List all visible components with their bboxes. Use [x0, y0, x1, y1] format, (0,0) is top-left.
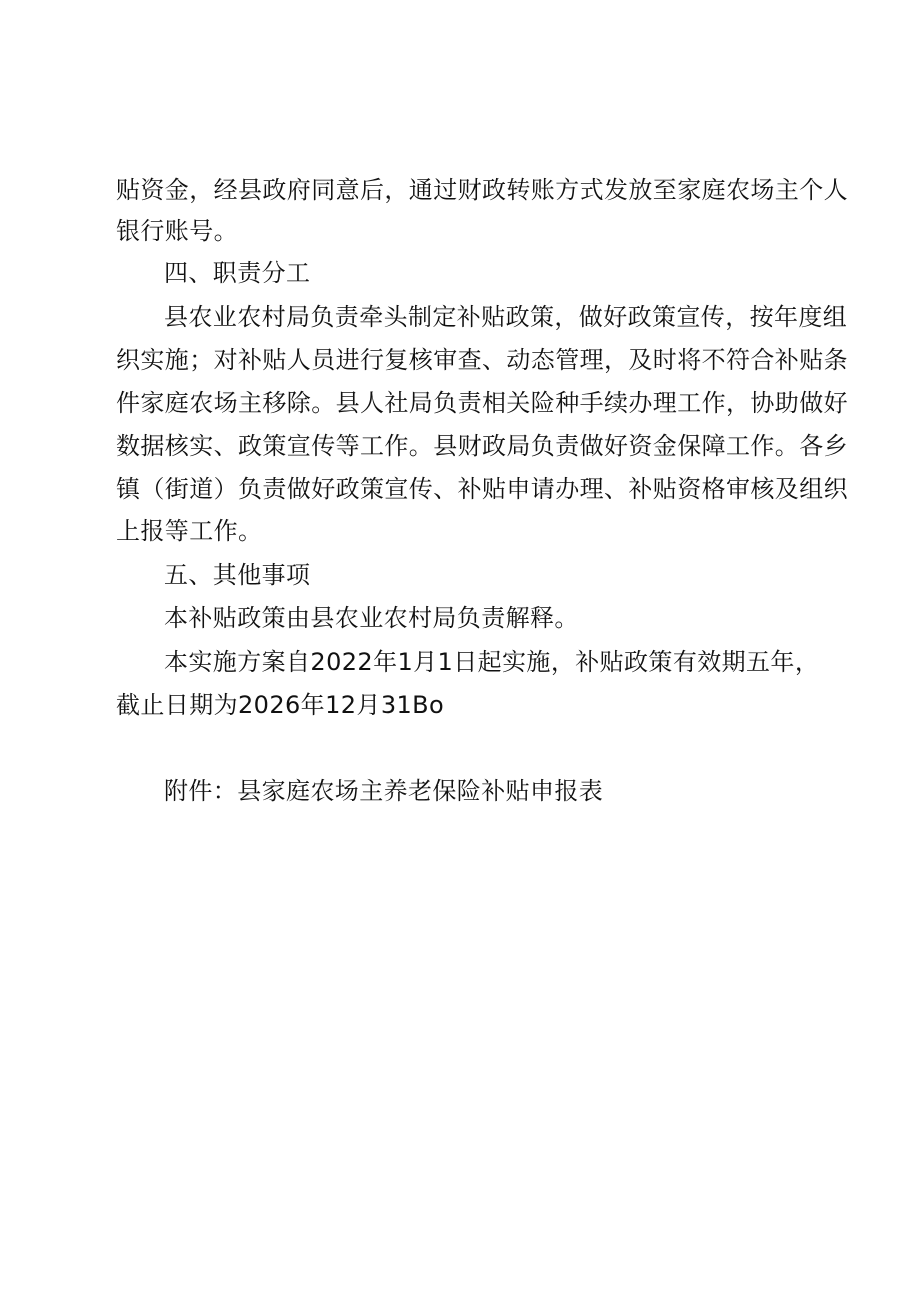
body-text-line: 镇（街道）负责做好政策宣传、补贴申请办理、补贴资格审核及组织 — [116, 475, 848, 503]
body-text-line: 本补贴政策由县农业农村局负责解释。 — [164, 604, 579, 632]
body-text-line: 贴资金，经县政府同意后，通过财政转账方式发放至家庭农场主个人 — [116, 176, 848, 204]
section-heading-other-matters: 五、其他事项 — [164, 561, 311, 589]
body-text-line: 截止日期为2026年12月31Bo — [116, 691, 445, 719]
body-text-line: 银行账号。 — [116, 217, 238, 245]
attachment-line: 附件：县家庭农场主养老保险补贴申报表 — [164, 777, 604, 805]
body-text-line: 件家庭农场主移除。县人社局负责相关险种手续办理工作，协助做好 — [116, 389, 848, 417]
section-heading-responsibilities: 四、职责分工 — [164, 259, 311, 287]
body-text-line: 织实施；对补贴人员进行复核审查、动态管理，及时将不符合补贴条 — [116, 346, 848, 374]
body-text-line: 本实施方案自2022年1月1日起实施，补贴政策有效期五年， — [164, 648, 820, 676]
body-text-line: 数据核实、政策宣传等工作。县财政局负责做好资金保障工作。各乡 — [116, 432, 848, 460]
body-text-line: 县农业农村局负责牵头制定补贴政策，做好政策宣传，按年度组 — [164, 303, 848, 331]
body-text-line: 上报等工作。 — [116, 517, 263, 545]
